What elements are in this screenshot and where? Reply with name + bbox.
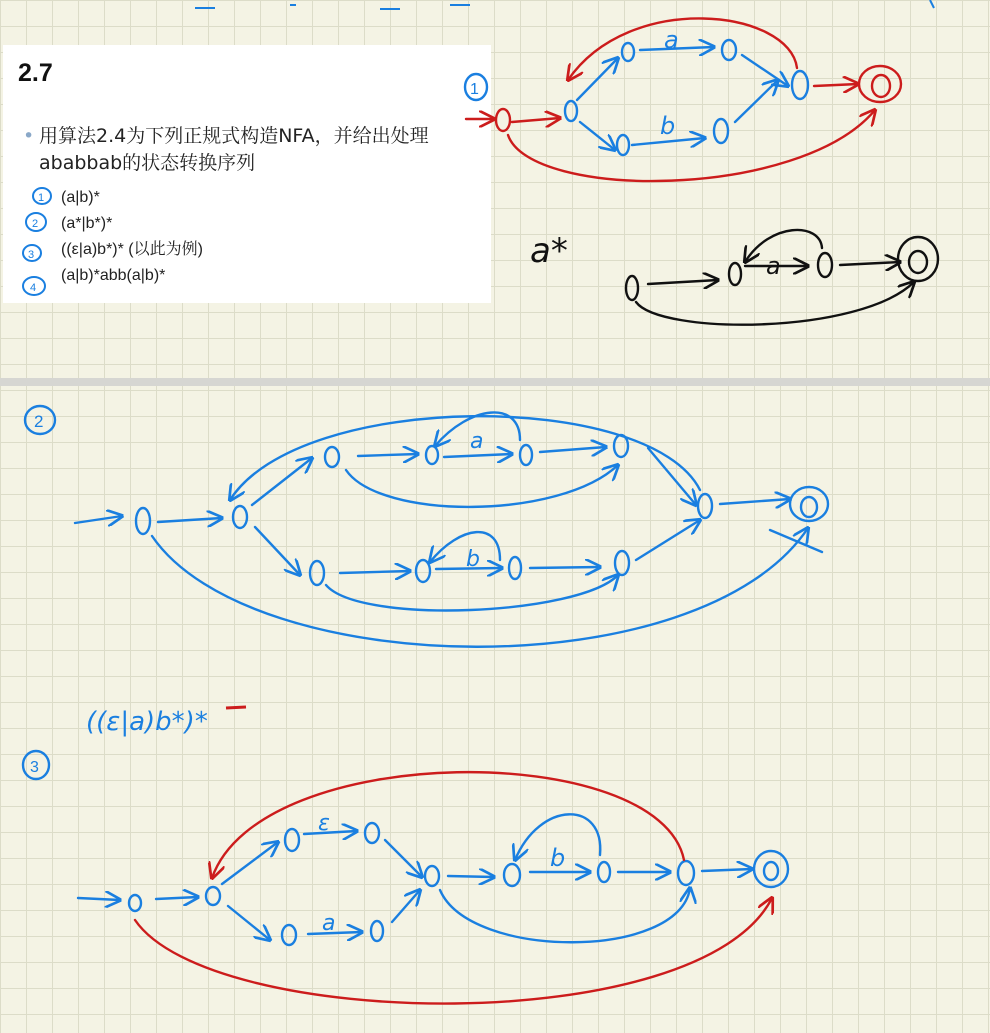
item-number-2: 2: [32, 218, 39, 230]
regex-label: ((ε|a)b*)*: [86, 707, 208, 737]
nfa-diagram-2: [25, 406, 828, 647]
section-1-number: 1: [470, 81, 479, 98]
slide-item-2: (a*|b*)*: [61, 215, 113, 232]
slide-item-4: (a|b)*abb(a|b)*: [61, 267, 166, 284]
edge-label-a: a: [766, 252, 781, 280]
edge-label-b: b: [466, 547, 480, 572]
stray-marks: [195, 0, 934, 9]
slide-item-3: ((ε|a)b*)* (以此为例): [61, 241, 203, 258]
nfa-diagram-3: [23, 751, 788, 1004]
slide-item-1: (a|b)*: [61, 189, 100, 206]
nfa-diagram-a-star: [626, 230, 938, 325]
section-3-number: 3: [30, 759, 39, 776]
section-2-number: 2: [34, 412, 44, 431]
slide-bullet: • 用算法2.4为下列正规式构造NFA，并给出处理ababbab的状态转换序列: [23, 123, 499, 177]
item-number-annotations: [23, 188, 51, 295]
edge-label-a: a: [322, 911, 336, 936]
edge-label-b: b: [550, 844, 566, 872]
item-number-4: 4: [30, 282, 37, 294]
closure-underline: [226, 707, 246, 708]
edge-label-epsilon: ε: [318, 811, 330, 836]
a-star-label: a*: [530, 231, 568, 271]
edge-label-b: b: [660, 112, 676, 140]
item-number-3: 3: [28, 249, 35, 261]
item-number-1: 1: [38, 192, 45, 204]
edge-label-a: a: [470, 429, 484, 454]
nfa-diagram-1: [465, 18, 901, 181]
slide-title: 2.7: [18, 59, 53, 87]
edge-label-a: a: [664, 26, 679, 54]
